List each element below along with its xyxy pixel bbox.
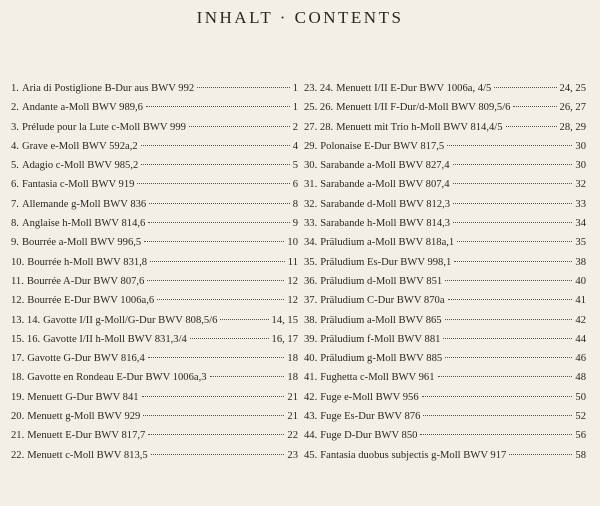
toc-entry bbox=[11, 79, 298, 98]
toc-entry bbox=[304, 253, 586, 272]
entry-page-number: 52 bbox=[575, 411, 586, 423]
entry-page-number: 10 bbox=[287, 237, 298, 249]
entry-page-number: 42 bbox=[575, 314, 586, 326]
entry-number: 38. bbox=[304, 314, 318, 326]
entry-number: 22. bbox=[11, 449, 25, 461]
dot-leader bbox=[210, 376, 285, 377]
entry-title: Menuett I/II E-Dur BWV 1006a, 4/5 bbox=[336, 83, 492, 94]
entry-number: 37. bbox=[304, 295, 318, 307]
toc-entry bbox=[304, 311, 586, 330]
toc-entry bbox=[11, 388, 298, 407]
entry-page-number: 41 bbox=[575, 295, 586, 307]
entry-page-number: 21 bbox=[287, 411, 298, 423]
entry-page-number: 4 bbox=[292, 140, 298, 152]
entry-title: Menuett c-Moll BWV 813,5 bbox=[27, 449, 148, 461]
entry-title: Menuett G-Dur BWV 841 bbox=[27, 391, 139, 403]
toc-entry bbox=[304, 349, 586, 368]
entry-title: Fughetta c-Moll BWV 961 bbox=[320, 372, 435, 384]
entry-number: 35. bbox=[304, 256, 318, 268]
toc-entry bbox=[304, 79, 586, 98]
entry-title: Fuge D-Dur BWV 850 bbox=[320, 430, 418, 442]
dot-leader bbox=[448, 299, 573, 300]
entry-title: Bourrée A-Dur BWV 807,6 bbox=[26, 275, 145, 287]
entry-title: Fuge e-Moll BWV 956 bbox=[320, 391, 419, 403]
entry-page-number: 18 bbox=[287, 372, 298, 384]
dot-leader bbox=[513, 106, 556, 107]
entry-title: Bourrée E-Dur BWV 1006a,6 bbox=[27, 295, 155, 307]
entry-title: Sarabande a-Moll BWV 827,4 bbox=[320, 160, 450, 172]
entry-title: Gavotte en Rondeau E-Dur BWV 1006a,3 bbox=[27, 372, 207, 384]
dot-leader bbox=[150, 261, 285, 262]
toc-entry bbox=[304, 291, 586, 310]
entry-title: Menuett g-Moll BWV 929 bbox=[27, 411, 141, 423]
toc-entry bbox=[11, 407, 298, 426]
toc-entry bbox=[304, 330, 586, 349]
entry-title: Gavotte G-Dur BWV 816,4 bbox=[27, 353, 145, 365]
entry-page-number: 30 bbox=[575, 140, 586, 152]
entry-title: Polonaise E-Dur BWV 817,5 bbox=[320, 140, 445, 152]
entry-title: Präludium a-Moll BWV 818a,1 bbox=[320, 237, 455, 249]
entry-number: 11. bbox=[11, 275, 24, 287]
entry-page-number: 5 bbox=[292, 160, 298, 172]
entry-number: 42. bbox=[304, 391, 318, 403]
entry-number: 25. 26. bbox=[304, 102, 334, 114]
entry-title: Bourrée h-Moll BWV 831,8 bbox=[27, 256, 148, 268]
entry-page-number: 40 bbox=[575, 275, 586, 287]
toc-entry bbox=[11, 98, 298, 117]
entry-number: 36. bbox=[304, 275, 318, 287]
entry-number: 31. bbox=[304, 179, 318, 191]
entry-number: 4. bbox=[11, 140, 19, 152]
dot-leader bbox=[454, 261, 572, 262]
dot-leader bbox=[148, 434, 284, 435]
entry-title: Andante a-Moll BWV 989,6 bbox=[21, 102, 143, 114]
entry-page-number: 14, 15 bbox=[271, 314, 298, 326]
dot-leader bbox=[457, 241, 572, 242]
entry-number: 44. bbox=[304, 430, 318, 442]
dot-leader bbox=[143, 415, 284, 416]
entry-title: Anglaise h-Moll BWV 814,6 bbox=[21, 218, 146, 230]
dot-leader bbox=[438, 376, 573, 377]
dot-leader bbox=[141, 164, 289, 165]
toc-entry bbox=[304, 388, 586, 407]
entry-page-number: 26, 27 bbox=[559, 102, 586, 114]
entry-number: 17. bbox=[11, 353, 25, 365]
toc-entry bbox=[304, 426, 586, 445]
toc-entry bbox=[11, 311, 298, 330]
entry-page-number: 30 bbox=[575, 160, 586, 172]
dot-leader bbox=[445, 319, 573, 320]
entry-number: 29. bbox=[304, 140, 318, 152]
dot-leader bbox=[494, 87, 556, 88]
entry-page-number: 1 bbox=[292, 83, 298, 94]
entry-title: Menuett I/II F-Dur/d-Moll BWV 809,5/6 bbox=[336, 102, 511, 114]
entry-number: 1. bbox=[11, 83, 19, 94]
entry-title: Präludium Es-Dur BWV 998,1 bbox=[320, 256, 452, 268]
dot-leader bbox=[420, 434, 572, 435]
entry-page-number: 23 bbox=[287, 449, 298, 461]
dot-leader bbox=[422, 396, 573, 397]
entry-page-number: 34 bbox=[575, 218, 586, 230]
entry-number: 10. bbox=[11, 256, 25, 268]
entry-page-number: 38 bbox=[575, 256, 586, 268]
dot-leader bbox=[453, 183, 573, 184]
entry-number: 12. bbox=[11, 295, 25, 307]
entry-page-number: 56 bbox=[575, 430, 586, 442]
entry-title: Fantasia c-Moll BWV 919 bbox=[21, 179, 135, 191]
toc-entry bbox=[11, 426, 298, 445]
entry-title: Präludium f-Moll BWV 881 bbox=[320, 333, 441, 345]
entry-page-number: 44 bbox=[575, 333, 586, 345]
entry-number: 45. bbox=[304, 449, 318, 461]
toc-entry bbox=[304, 175, 586, 194]
toc-entry bbox=[304, 233, 586, 252]
toc-entry bbox=[304, 137, 586, 156]
entry-number: 34. bbox=[304, 237, 318, 249]
entry-page-number: 2 bbox=[292, 121, 298, 133]
dot-leader bbox=[149, 203, 289, 204]
entry-page-number: 33 bbox=[575, 198, 586, 210]
entry-title: Aria di Postiglione B-Dur aus BWV 992 bbox=[21, 83, 195, 94]
toc-left-column bbox=[11, 79, 298, 465]
toc-entry bbox=[11, 195, 298, 214]
entry-page-number: 50 bbox=[575, 391, 586, 403]
entry-title: Präludium d-Moll BWV 851 bbox=[320, 275, 443, 287]
toc-entry bbox=[304, 195, 586, 214]
entry-number: 5. bbox=[11, 160, 19, 172]
dot-leader bbox=[220, 319, 268, 320]
entry-number: 30. bbox=[304, 160, 318, 172]
toc-entry bbox=[304, 407, 586, 426]
dot-leader bbox=[506, 126, 557, 127]
dot-leader bbox=[423, 415, 572, 416]
entry-page-number: 1 bbox=[292, 102, 298, 114]
entry-number: 27. 28. bbox=[304, 121, 334, 133]
dot-leader bbox=[148, 357, 285, 358]
entry-title: Präludium g-Moll BWV 885 bbox=[320, 353, 443, 365]
dot-leader bbox=[453, 203, 572, 204]
entry-title: Menuett mit Trio h-Moll BWV 814,4/5 bbox=[336, 121, 503, 133]
dot-leader bbox=[141, 145, 290, 146]
dot-leader bbox=[447, 145, 572, 146]
toc-entry bbox=[11, 349, 298, 368]
toc-entry bbox=[304, 98, 586, 117]
entry-page-number: 48 bbox=[575, 372, 586, 384]
entry-number: 13. 14. bbox=[11, 314, 41, 326]
entry-page-number: 21 bbox=[287, 391, 298, 403]
entry-page-number: 58 bbox=[575, 449, 586, 461]
entry-title: Prélude pour la Lute c-Moll BWV 999 bbox=[21, 121, 186, 133]
entry-page-number: 32 bbox=[575, 179, 586, 191]
entry-number: 18. bbox=[11, 372, 25, 384]
entry-title: Bourrée a-Moll BWV 996,5 bbox=[21, 237, 142, 249]
entry-number: 8. bbox=[11, 218, 19, 230]
toc-entry bbox=[304, 272, 586, 291]
dot-leader bbox=[151, 454, 285, 455]
page-title: INHALT · CONTENTS bbox=[196, 8, 404, 27]
dot-leader bbox=[189, 126, 290, 127]
dot-leader bbox=[445, 280, 572, 281]
dot-leader bbox=[453, 222, 572, 223]
entry-title: Fantasia duobus subjectis g-Moll BWV 917 bbox=[320, 449, 507, 461]
dot-leader bbox=[443, 338, 572, 339]
entry-page-number: 9 bbox=[292, 218, 298, 230]
entry-number: 33. bbox=[304, 218, 318, 230]
entry-number: 32. bbox=[304, 198, 318, 210]
entry-title: Sarabande h-Moll BWV 814,3 bbox=[320, 218, 451, 230]
toc-entry bbox=[11, 233, 298, 252]
toc-entry bbox=[11, 214, 298, 233]
entry-number: 43. bbox=[304, 411, 318, 423]
entry-page-number: 18 bbox=[287, 353, 298, 365]
entry-page-number: 12 bbox=[287, 275, 298, 287]
toc-entry bbox=[304, 446, 586, 465]
entry-title: Gavotte I/II h-Moll BWV 831,3/4 bbox=[43, 333, 187, 345]
toc-entry bbox=[11, 291, 298, 310]
entry-page-number: 28, 29 bbox=[559, 121, 586, 133]
dot-leader bbox=[509, 454, 572, 455]
entry-page-number: 35 bbox=[575, 237, 586, 249]
entry-number: 19. bbox=[11, 391, 25, 403]
entry-number: 21. bbox=[11, 430, 25, 442]
entry-page-number: 46 bbox=[575, 353, 586, 365]
toc-entry bbox=[11, 368, 298, 387]
toc-entry bbox=[11, 272, 298, 291]
entry-number: 40. bbox=[304, 353, 318, 365]
dot-leader bbox=[157, 299, 284, 300]
toc-entry bbox=[11, 446, 298, 465]
toc-entry bbox=[11, 253, 298, 272]
entry-page-number: 12 bbox=[287, 295, 298, 307]
entry-title: Allemande g-Moll BWV 836 bbox=[21, 198, 147, 210]
dot-leader bbox=[445, 357, 572, 358]
entry-title: Menuett E-Dur BWV 817,7 bbox=[27, 430, 146, 442]
dot-leader bbox=[146, 106, 290, 107]
entry-number: 41. bbox=[304, 372, 318, 384]
dot-leader bbox=[142, 396, 285, 397]
toc-entry bbox=[11, 137, 298, 156]
entry-number: 15. 16. bbox=[11, 333, 41, 345]
entry-page-number: 8 bbox=[292, 198, 298, 210]
dot-leader bbox=[453, 164, 573, 165]
entry-number: 23. 24. bbox=[304, 83, 334, 94]
toc-entry bbox=[304, 214, 586, 233]
entry-title: Adagio c-Moll BWV 985,2 bbox=[21, 160, 139, 172]
entry-number: 7. bbox=[11, 198, 19, 210]
entry-title: Präludium C-Dur BWV 870a bbox=[320, 295, 445, 307]
entry-page-number: 6 bbox=[292, 179, 298, 191]
entry-number: 6. bbox=[11, 179, 19, 191]
entry-title: Fuge Es-Dur BWV 876 bbox=[320, 411, 421, 423]
dot-leader bbox=[197, 87, 290, 88]
entry-title: Sarabande d-Moll BWV 812,3 bbox=[320, 198, 451, 210]
dot-leader bbox=[144, 241, 284, 242]
entry-title: Gavotte I/II g-Moll/G-Dur BWV 808,5/6 bbox=[43, 314, 218, 326]
entry-number: 3. bbox=[11, 121, 19, 133]
entry-page-number: 11 bbox=[287, 256, 298, 268]
entry-number: 39. bbox=[304, 333, 318, 345]
toc-entry bbox=[11, 330, 298, 349]
entry-title: Grave e-Moll BWV 592a,2 bbox=[21, 140, 138, 152]
entry-page-number: 22 bbox=[287, 430, 298, 442]
dot-leader bbox=[137, 183, 289, 184]
dot-leader bbox=[147, 280, 284, 281]
entry-page-number: 24, 25 bbox=[559, 83, 586, 94]
entry-title: Präludium a-Moll BWV 865 bbox=[320, 314, 442, 326]
toc-entry bbox=[304, 368, 586, 387]
toc-entry bbox=[304, 118, 586, 137]
toc-entry bbox=[11, 175, 298, 194]
entry-number: 9. bbox=[11, 237, 19, 249]
dot-leader bbox=[190, 338, 269, 339]
entry-page-number: 16, 17 bbox=[271, 333, 298, 345]
entry-title: Sarabande a-Moll BWV 807,4 bbox=[320, 179, 450, 191]
toc-entry bbox=[304, 156, 586, 175]
entry-number: 2. bbox=[11, 102, 19, 114]
toc-right-column bbox=[304, 79, 586, 465]
toc-entry bbox=[11, 156, 298, 175]
dot-leader bbox=[148, 222, 289, 223]
toc-entry bbox=[11, 118, 298, 137]
entry-number: 20. bbox=[11, 411, 25, 423]
